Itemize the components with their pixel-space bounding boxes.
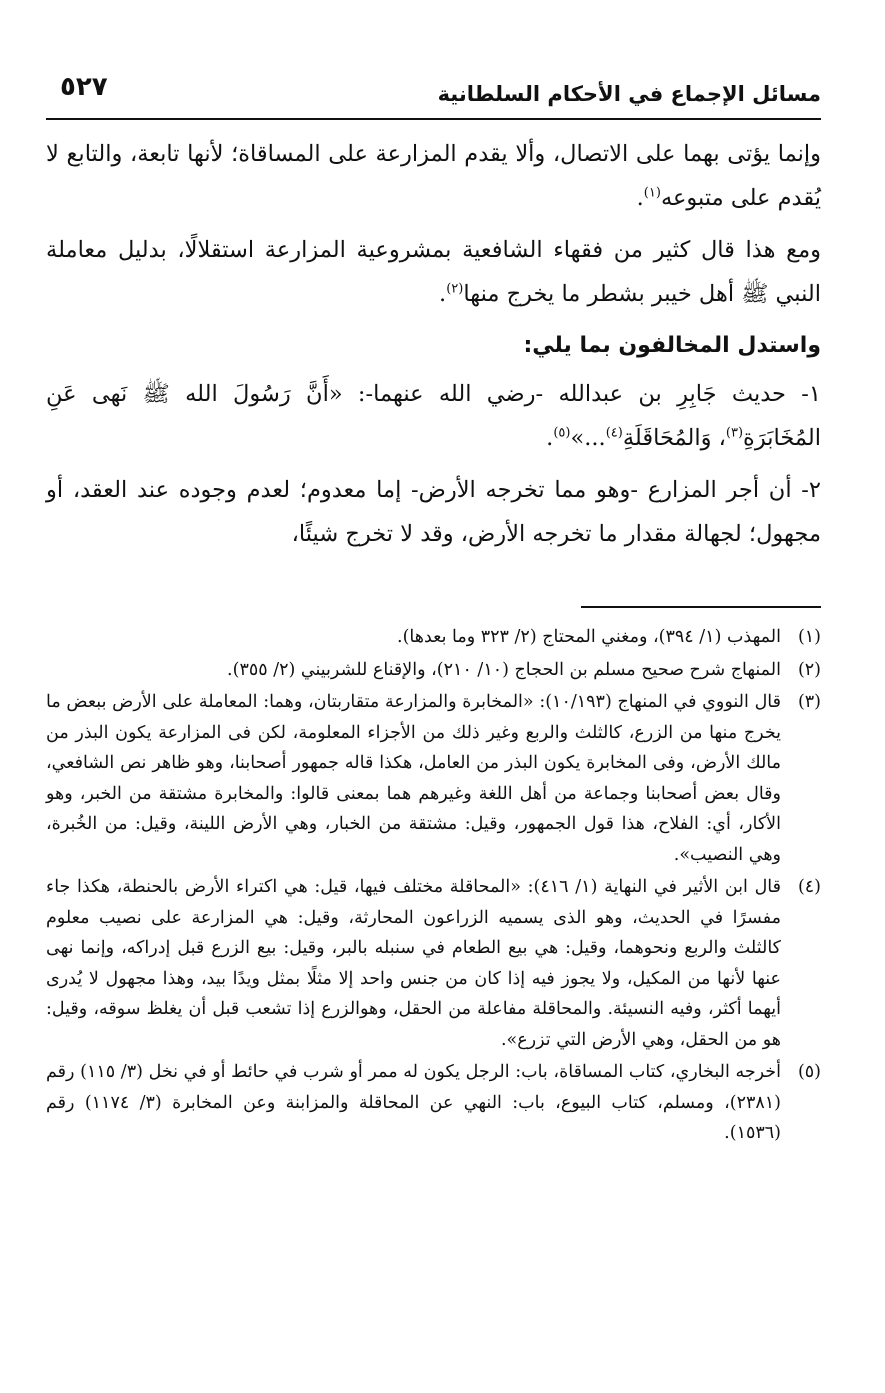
- paragraph-2: [46, 228, 821, 316]
- footnote-5: [46, 1057, 821, 1149]
- section-heading: واستدل المخالفون بما يلي:: [523, 333, 821, 358]
- footnote-text: قال ابن الأثير في النهاية (١/ ٤١٦): «المحاقلة مختلف فيها، قيل: هي اكتراء الأرض بالحنطة، هكذا جاء مفسرًا في الحديث، وهو الذى يسميه الزراعون المحارثة، وقيل: هي المزارعة على نصيب معلوم كالثلث والربع ونحوهما، وقيل: هي بيع الطعام في سنبله بالبر، وقيل: بيع الزرع قبل إدراكه، وإنما نهى عنها لأنها من المكيل، ولا يجوز فيه إذا كان من جنس واحد إلا مثلًا بمثل ويدًا بيد، وهذا مجهول لا يُدرى أيهما أكثر، وفيه النسيئة. والمحاقلة مفاعلة من الحقل، وهوالزرع إذا تشعب قبل أن يغلظ سوقه، وقيل: هو من الحقل، وهي الأرض التي تزرع».: [46, 877, 781, 1050]
- paragraph-4: ٢- أن أجر المزارع -وهو مما تخرجه الأرض- إما معدوم؛ لعدم وجوده عند العقد، أو مجهول؛ لجهالة مقدار ما تخرجه الأرض، وقد لا تخرج شيئًا،: [46, 477, 821, 547]
- paragraph-3-text-b: ، وَالمُحَاقَلَةِ: [622, 425, 726, 451]
- footnote-text: أخرجه البخاري، كتاب المساقاة، باب: الرجل يكون له ممر أو شرب في حائط أو في نخل (٣/ ١١٥) رقم (٢٣٨١)، ومسلم، كتاب البيوع، باب: النهي عن المحاقلة والمزابنة وعن المخابرة (٣/ ١١٧٤) رقم (١٥٣٦).: [46, 1062, 781, 1143]
- footnotes: [46, 622, 821, 1151]
- footnote-number: (٤): [797, 877, 821, 897]
- footnote-4: [46, 872, 821, 1055]
- paragraph-3-text-a: ١- حديث جَابِرِ بن عبدالله -رضي الله عنهما-: «أَنَّ رَسُولَ الله ﷺ نَهى عَنِ المُخَابَرَةِ: [46, 381, 821, 451]
- book-page: [46, 0, 821, 1393]
- paragraph-3-end: .: [546, 425, 554, 451]
- page-number: ٥٢٧: [60, 72, 108, 102]
- footnote-text: المنهاج شرح صحيح مسلم بن الحجاج (١٠/ ٢١٠)، والإقناع للشربيني (٢/ ٣٥٥).: [227, 659, 781, 680]
- footnote-2: [46, 655, 821, 686]
- paragraph-1: [46, 132, 821, 220]
- page-header: [46, 66, 821, 120]
- footnote-number: (٥): [797, 1062, 821, 1082]
- paragraph-3-text-c: ...»: [570, 425, 606, 451]
- footnote-ref-1: (١): [643, 185, 661, 201]
- running-title: مسائل الإجماع في الأحكام السلطانية: [437, 82, 821, 106]
- footnote-number: (٢): [797, 659, 821, 680]
- footnote-ref-3: (٣): [725, 425, 744, 441]
- footnote-ref-2: (٢): [446, 281, 464, 297]
- footnote-1: [46, 622, 821, 653]
- paragraph-1-end: .: [636, 185, 644, 211]
- footnote-text: المهذب (١/ ٣٩٤)، ومغني المحتاج (٢/ ٣٢٣ وما بعدها).: [397, 627, 781, 647]
- footnote-separator: [581, 606, 821, 608]
- footnote-text: قال النووي في المنهاج (١٠/١٩٣): «المخابرة والمزارعة متقاربتان، وهما: المعاملة على الأرض ببعض ما يخرج منها من الزرع، كالثلث والربع وغير ذلك من الأجزاء المعلومة، لكن فى المزارعة يكون البذر من مالك الأرض، وفى المخابرة يكون البذر من العامل، هكذا قاله جمهور أصحابنا، وهو ظاهر نص الشافعي، وقال بعض أصحابنا وجماعة من أهل اللغة وغيرهم هما بمعنى قالوا: والمخابرة مشتقة من الخبر، وهو الأكار، أي: الفلاح، هذا قول الجمهور، وقيل: مشتقة من الخبار، وهي الأرض اللينة، وقيل: من الخُبرة، وهي النصيب».: [46, 692, 781, 865]
- paragraph-2-end: .: [439, 281, 447, 307]
- main-text: [46, 132, 821, 564]
- footnote-number: (٣): [797, 692, 821, 712]
- footnote-ref-5: (٥): [553, 425, 571, 441]
- paragraph-1-text: وإنما يؤتى بهما على الاتصال، وألا يقدم المزارعة على المساقاة؛ لأنها تابعة، والتابع لا يُقدم على متبوعه: [46, 141, 821, 211]
- paragraph-3: [46, 372, 821, 460]
- paragraph-2-text: ومع هذا قال كثير من فقهاء الشافعية بمشروعية المزارعة استقلالًا، بدليل معاملة النبي ﷺ أهل خيبر بشطر ما يخرج منها: [46, 237, 821, 307]
- footnote-ref-4: (٤): [605, 425, 623, 441]
- footnote-number: (١): [797, 627, 821, 647]
- footnote-3: [46, 687, 821, 870]
